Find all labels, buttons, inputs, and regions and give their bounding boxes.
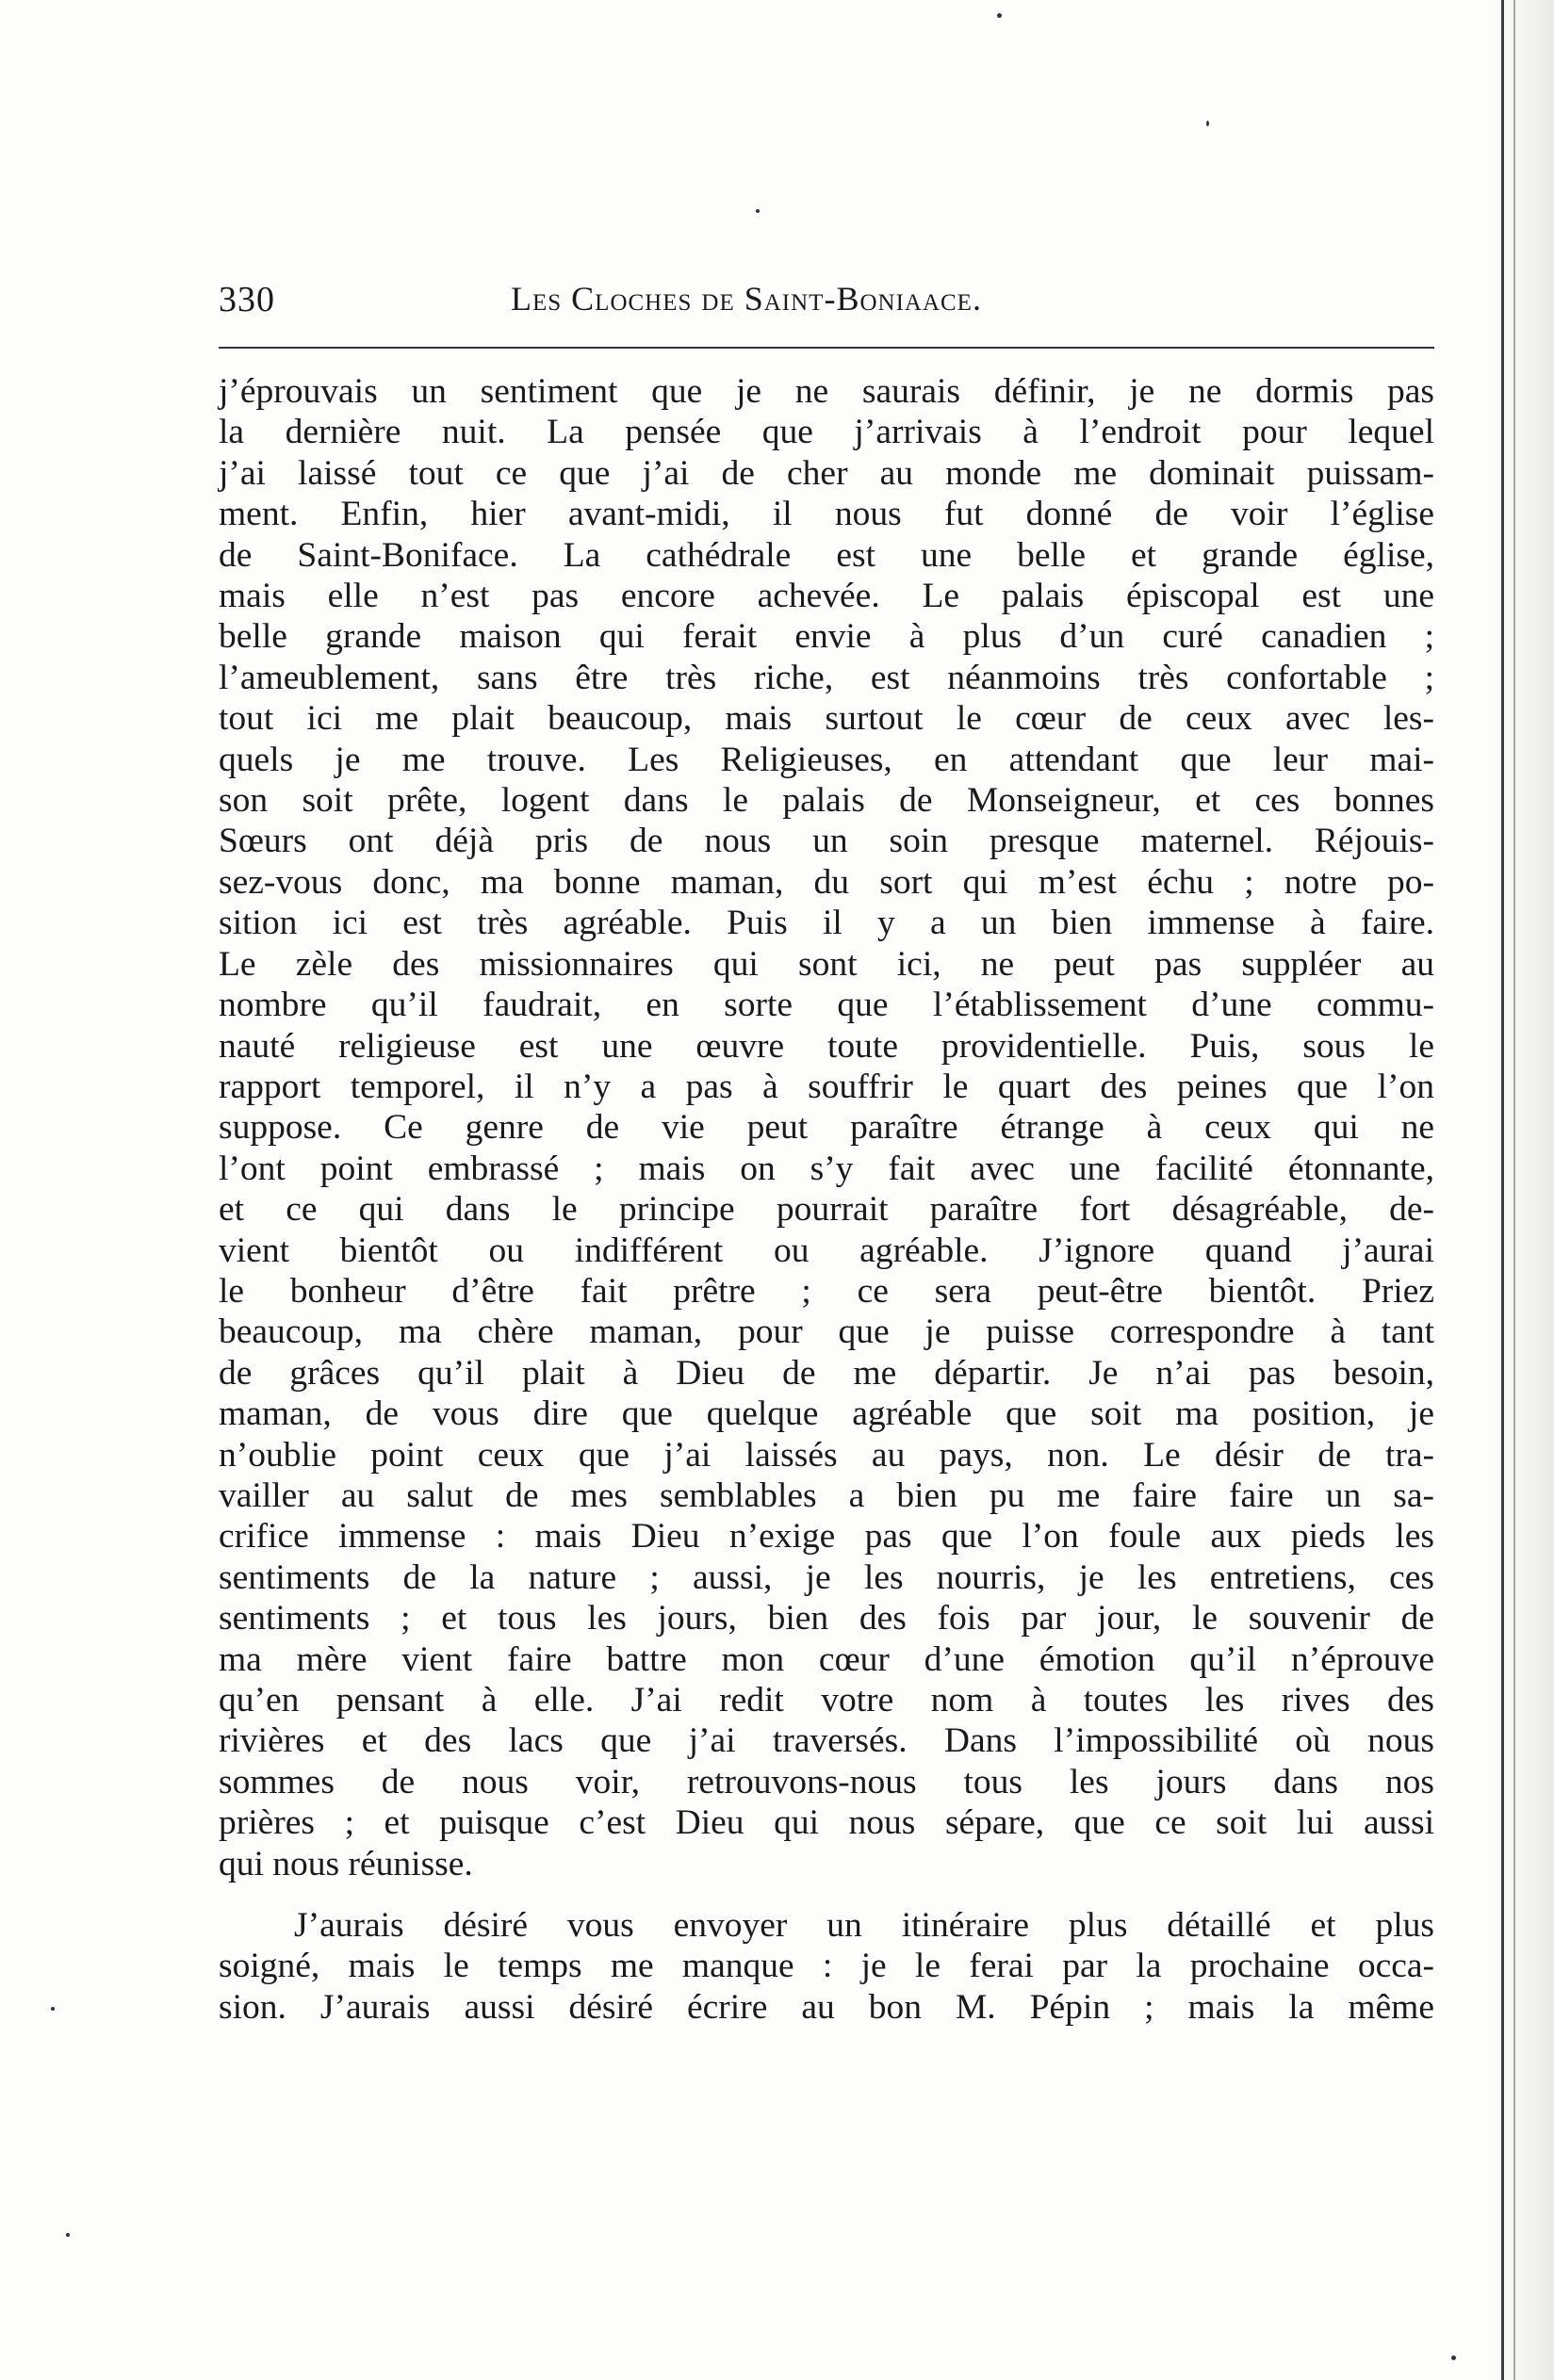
text-line: qui nous réunisse. <box>219 1844 473 1883</box>
text-line: j’éprouvais un sentiment que je ne saurais définir, je ne dormis pas <box>219 372 1434 411</box>
text-line: sez-vous donc, ma bonne maman, du sort qui m’est échu ; notre po- <box>219 862 1434 902</box>
text-line: j’ai laissé tout ce que j’ai de cher au monde me dominait puissam- <box>219 453 1434 493</box>
text-line: sentiments ; et tous les jours, bien des fois par jour, le souvenir de <box>219 1599 1434 1638</box>
text-line: vailler au salut de mes semblables a bien pu me faire faire un sa- <box>219 1475 1434 1515</box>
text-line: n’oublie point ceux que j’ai laissés au pays, non. Le désir de tra- <box>219 1435 1434 1475</box>
ink-speck <box>1451 2356 1456 2360</box>
text-line: beaucoup, ma chère maman, pour que je puisse correspondre à tant <box>219 1312 1434 1352</box>
text-line: Le zèle des missionnaires qui sont ici, ne peut pas suppléer au <box>219 944 1434 984</box>
page-number: 330 <box>219 280 275 319</box>
text-line: nombre qu’il faudrait, en sorte que l’établissement d’une commu- <box>219 986 1434 1025</box>
text-line: ment. Enfin, hier avant-midi, il nous fut donné de voir l’église <box>219 495 1434 534</box>
text-line: prières ; et puisque c’est Dieu qui nous sépare, que ce soit lui aussi <box>219 1803 1434 1843</box>
ink-speck <box>1206 121 1209 126</box>
ink-speck <box>997 13 1002 18</box>
paragraph-break <box>219 1884 1434 1905</box>
text-line: qu’en pensant à elle. J’ai redit votre nom à toutes les rives des <box>219 1681 1434 1720</box>
text-line: ma mère vient faire battre mon cœur d’une émotion qu’il n’éprouve <box>219 1639 1434 1679</box>
text-line: Sœurs ont déjà pris de nous un soin presque maternel. Réjouis- <box>219 822 1434 861</box>
text-line: rapport temporel, il n’y a pas à souffrir le quart des peines que l’on <box>219 1067 1434 1106</box>
text-line: l’ont point embrassé ; mais on s’y fait avec une facilité étonnante, <box>219 1149 1434 1188</box>
text-line: sion. J’aurais aussi désiré écrire au bon M. Pépin ; mais la même <box>219 1987 1434 2027</box>
text-line: sommes de nous voir, retrouvons-nous tous les jours dans nos <box>219 1762 1434 1801</box>
text-line: soigné, mais le temps me manque : je le ferai par la prochaine occa- <box>219 1947 1434 1986</box>
text-line: de Saint-Boniface. La cathédrale est une belle et grande église, <box>219 535 1434 575</box>
text-line: l’ameublement, sans être très riche, est néanmoins très confortable ; <box>219 658 1434 697</box>
page-header <box>219 279 1444 326</box>
ink-speck <box>51 2007 55 2011</box>
paragraph <box>219 371 1434 1884</box>
text-line: nauté religieuse est une œuvre toute providentielle. Puis, sous le <box>219 1026 1434 1066</box>
text-line: son soit prête, logent dans le palais de Monseigneur, et ces bonnes <box>219 781 1434 821</box>
ink-speck <box>756 209 760 213</box>
text-line: belle grande maison qui ferait envie à plus d’un curé canadien ; <box>219 617 1434 657</box>
text-line: sentiments de la nature ; aussi, je les nourris, je les entretiens, ces <box>219 1557 1434 1597</box>
text-line: sition ici est très agréable. Puis il y a un bien immense à faire. <box>219 904 1434 943</box>
text-line: rivières et des lacs que j’ai traversés. Dans l’impossibilité où nous <box>219 1721 1434 1761</box>
text-line: J’aurais désiré vous envoyer un itinéraire plus détaillé et plus <box>294 1906 1434 1946</box>
page-edge-line <box>1501 0 1504 2380</box>
text-line: suppose. Ce genre de vie peut paraître étrange à ceux qui ne <box>219 1108 1434 1148</box>
text-line: crifice immense : mais Dieu n’exige pas que l’on foule aux pieds les <box>219 1517 1434 1557</box>
running-title: Les Cloches de Saint-Boniaace. <box>511 280 982 318</box>
text-line: le bonheur d’être fait prêtre ; ce sera peut-être bientôt. Priez <box>219 1271 1434 1311</box>
text-line: la dernière nuit. La pensée que j’arrivais à l’endroit pour lequel <box>219 413 1434 452</box>
page-edge-shadow <box>1486 0 1554 2380</box>
header-rule <box>219 347 1434 349</box>
text-line: quels je me trouve. Les Religieuses, en attendant que leur mai- <box>219 740 1434 779</box>
ink-speck <box>66 2233 70 2237</box>
page-edge-line-secondary <box>1513 0 1515 2380</box>
text-line: maman, de vous dire que quelque agréable que soit ma position, je <box>219 1394 1434 1434</box>
text-line: mais elle n’est pas encore achevée. Le palais épiscopal est une <box>219 577 1434 616</box>
body-text <box>219 371 1434 2028</box>
text-line: tout ici me plait beaucoup, mais surtout le cœur de ceux avec les- <box>219 699 1434 739</box>
text-line: de grâces qu’il plait à Dieu de me départir. Je n’ai pas besoin, <box>219 1353 1434 1393</box>
text-line: et ce qui dans le principe pourrait paraître fort désagréable, de- <box>219 1190 1434 1230</box>
paragraph <box>219 1905 1434 2028</box>
text-line: vient bientôt ou indifférent ou agréable. J’ignore quand j’aurai <box>219 1231 1434 1270</box>
